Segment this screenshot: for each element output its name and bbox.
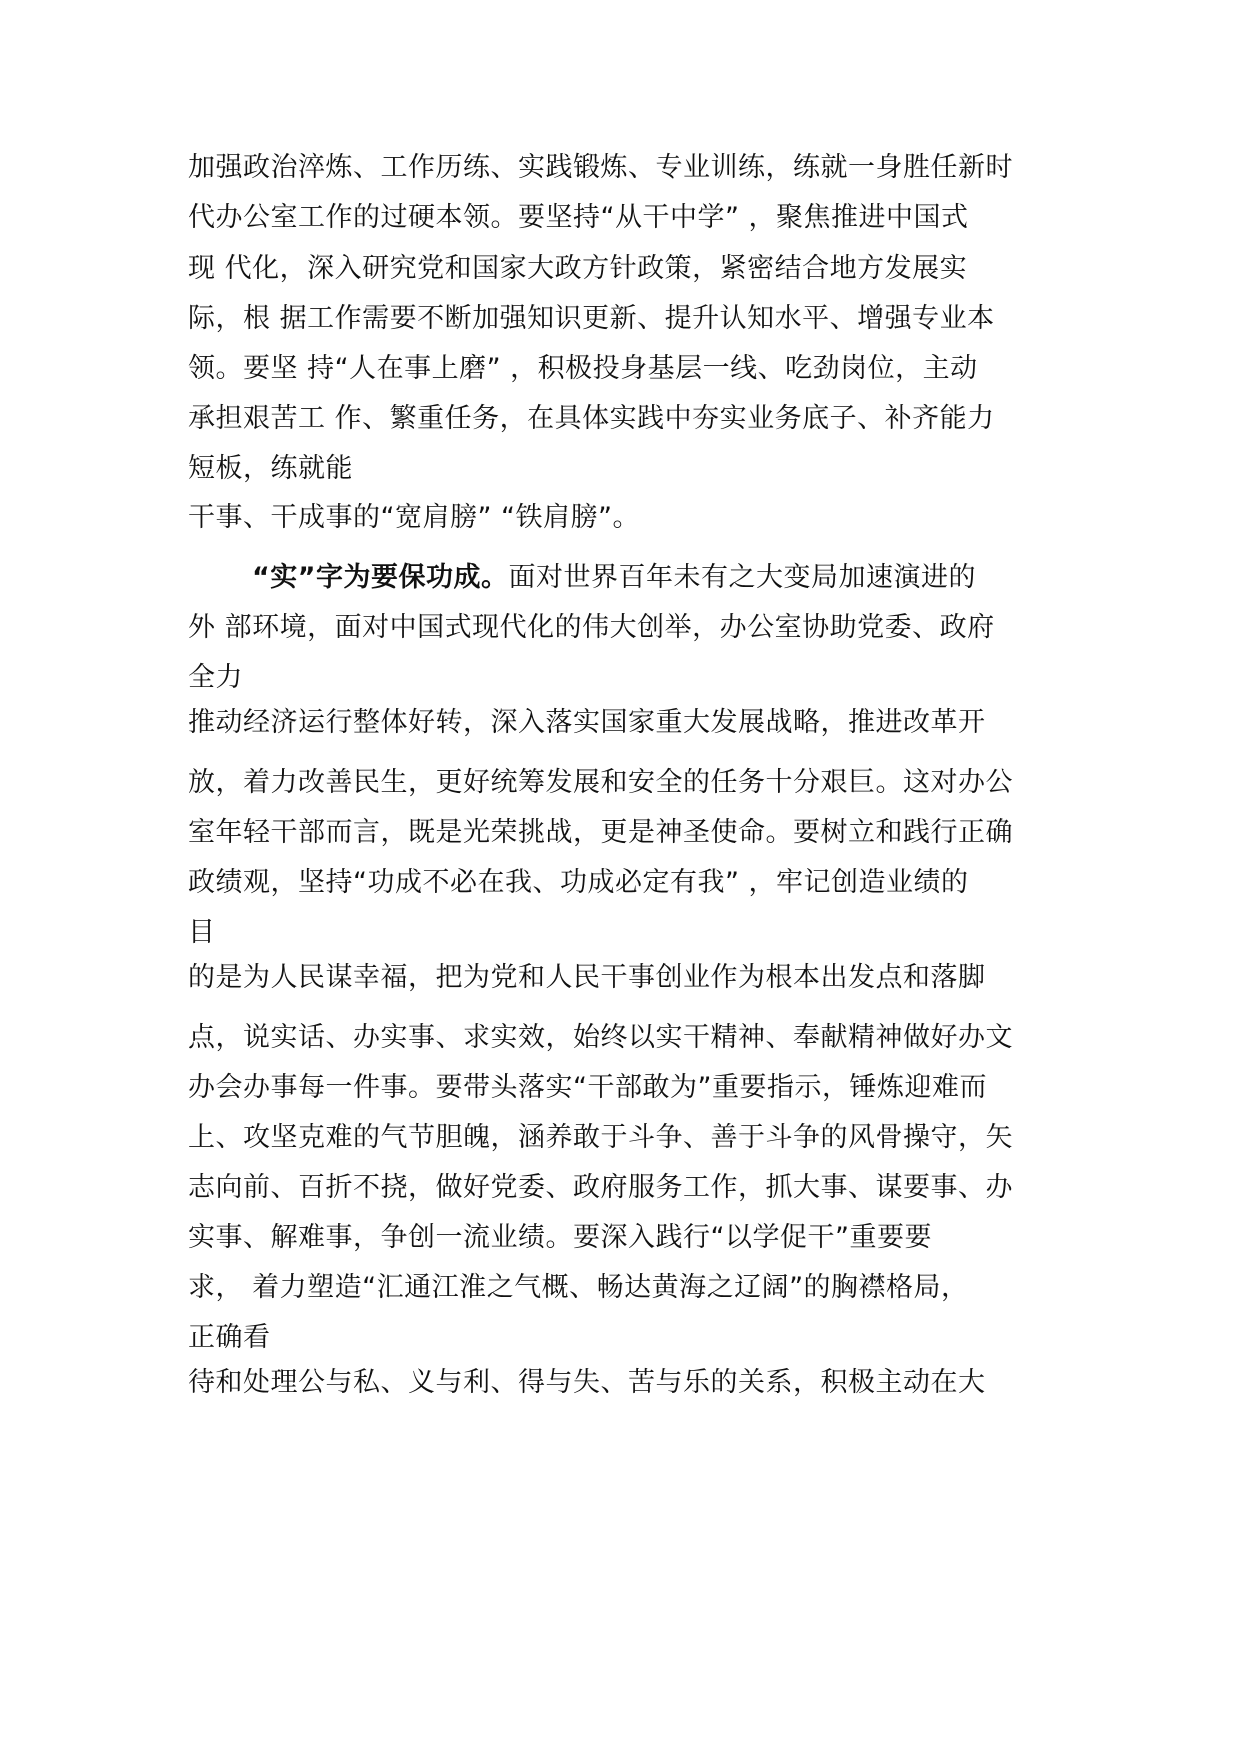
- text-line: 领。要坚 持“人在事上磨” ，积极投身基层一线、吃劲岗位，主动: [188, 353, 978, 384]
- section-lead-text: 面对世界百年未有之大变局加速演进的: [508, 562, 976, 593]
- text-line: 待和处理公与私、义与利、得与失、苦与乐的关系，积极主动在大: [188, 1367, 986, 1398]
- text-line: 代办公室工作的过硬本领。要坚持“从干中学” ，聚焦推进中国式: [188, 202, 969, 233]
- text-line: 际，根 据工作需要不断加强知识更新、提升认知水平、增强专业本: [188, 303, 995, 334]
- text-line: 实事、解难事，争创一流业绩。要深入践行“以学促干”重要要: [188, 1222, 932, 1253]
- text-line: 承担艰苦工 作、繁重任务，在具体实践中夯实业务底子、补齐能力: [188, 403, 995, 434]
- text-line: 正确看: [188, 1322, 271, 1353]
- section-heading: “实”字为要保功成。: [252, 562, 509, 593]
- text-line: 干事、干成事的“宽肩膀” “铁肩膀”。: [188, 502, 641, 533]
- section-paragraph-start: [252, 560, 1068, 596]
- text-line: 现 代化，深入研究党和国家大政方针政策，紧密结合地方发展实: [188, 253, 968, 284]
- text-line: 办会办事每一件事。要带头落实“干部敢为”重要指示，锤炼迎难而: [188, 1072, 987, 1103]
- text-line: 政绩观，坚持“功成不必在我、功成必定有我” ，牢记创造业绩的: [188, 867, 969, 898]
- text-line: 推动经济运行整体好转，深入落实国家重大发展战略，推进改革开: [188, 707, 986, 738]
- text-line: 点，说实话、办实事、求实效，始终以实干精神、奉献精神做好办文: [188, 1022, 1013, 1053]
- text-line: 全力: [188, 662, 243, 693]
- text-line: 求， 着力塑造“汇通江淮之气概、畅达黄海之辽阔”的胸襟格局，: [188, 1272, 969, 1303]
- text-line: 加强政治淬炼、工作历练、实践锻炼、专业训练，练就一身胜任新时: [188, 152, 1013, 183]
- text-line: 短板，练就能: [188, 453, 353, 484]
- text-line: 室年轻干部而言，既是光荣挑战，更是神圣使命。要树立和践行正确: [188, 817, 1013, 848]
- text-line: 上、攻坚克难的气节胆魄，涵养敢于斗争、善于斗争的风骨操守，矢: [188, 1122, 1013, 1153]
- text-line: 目: [188, 917, 216, 948]
- text-line: 志向前、百折不挠，做好党委、政府服务工作，抓大事、谋要事、办: [188, 1172, 1013, 1203]
- text-line: 放，着力改善民生，更好统筹发展和安全的任务十分艰巨。这对办公: [188, 767, 1013, 798]
- text-line: 的是为人民谋幸福，把为党和人民干事创业作为根本出发点和落脚: [188, 962, 986, 993]
- text-line: 外 部环境，面对中国式现代化的伟大创举，办公室协助党委、政府: [188, 612, 995, 643]
